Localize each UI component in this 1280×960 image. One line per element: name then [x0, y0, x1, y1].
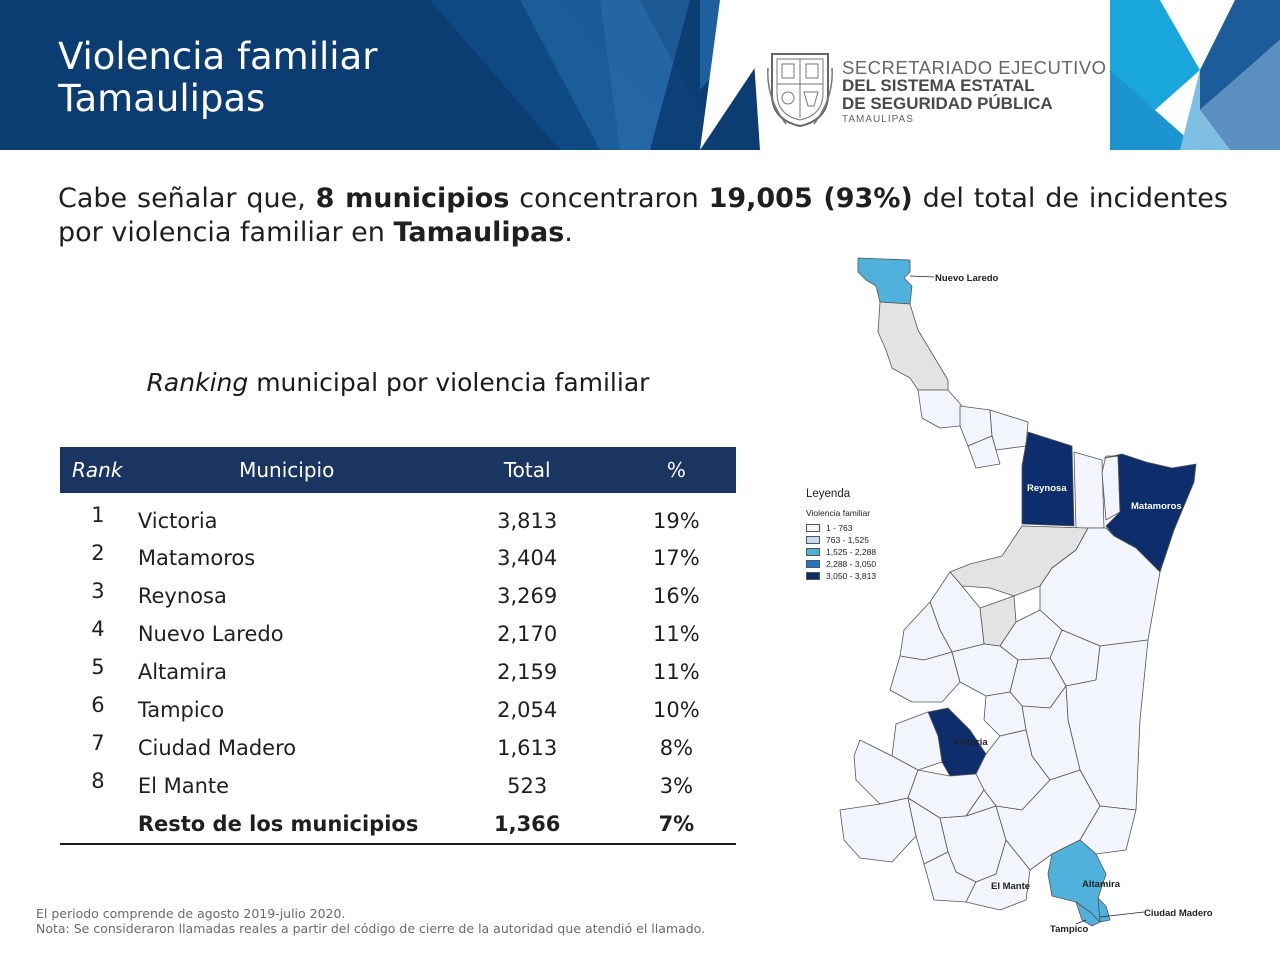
map-label-el-mante: El Mante — [991, 881, 1031, 892]
table-row — [60, 729, 736, 767]
cell-pct: 10% — [653, 698, 700, 722]
cell-total: 523 — [507, 774, 548, 798]
map-label-ciudad-madero: Ciudad Madero — [1144, 908, 1213, 919]
region-mier — [918, 390, 962, 428]
footnotes — [36, 906, 705, 936]
region-ciudad-madero — [1098, 898, 1110, 922]
region-guerrero — [878, 302, 948, 390]
header-total: Total — [438, 447, 597, 493]
header-pct: % — [597, 447, 736, 493]
org-line-3: DE SEGURIDAD PÚBLICA — [842, 94, 1053, 113]
cell-rank: 6 — [91, 693, 105, 717]
table-row — [60, 539, 736, 577]
cell-pct: 11% — [653, 660, 700, 684]
intro-text-1: Cabe señalar que, — [58, 183, 316, 214]
map-label-reynosa: Reynosa — [1027, 483, 1067, 494]
region-villagran — [890, 652, 960, 702]
title-line-2: Tamaulipas — [58, 77, 266, 120]
intro-text-3: del total de incidentes por violencia familiar en — [58, 183, 1228, 248]
cell-total: 2,054 — [497, 698, 558, 722]
intro-text-4: . — [564, 217, 573, 248]
legend-label: 1 - 763 — [826, 523, 853, 533]
map-legend — [806, 488, 876, 582]
cell-total: 2,170 — [497, 622, 558, 646]
header-rank: Rank — [60, 447, 136, 493]
legend-item — [806, 558, 876, 570]
region-rio-bravo — [1074, 452, 1104, 528]
cell-municipio: Ciudad Madero — [137, 736, 297, 760]
cell-municipio: Matamoros — [137, 546, 256, 570]
table-row — [60, 493, 736, 539]
footnote-note: Nota: Se consideraron llamadas reales a partir del código de cierre de la autoridad que atendió el llamado. — [36, 921, 706, 936]
cell-pct: 3% — [659, 774, 694, 798]
cell-pct: 16% — [653, 584, 700, 608]
legend-title: Leyenda — [806, 488, 851, 500]
intro-bold-state: Tamaulipas — [393, 217, 565, 248]
cell-pct: 17% — [653, 546, 700, 570]
cell-municipio: Tampico — [137, 698, 225, 722]
legend-item — [806, 570, 876, 582]
cell-rank: 4 — [91, 617, 105, 641]
cell-municipio: El Mante — [137, 774, 230, 798]
header-banner — [0, 0, 1280, 150]
footnote-period: El periodo comprende de agosto 2019-julio 2020. — [36, 906, 346, 921]
legend-swatch — [806, 560, 820, 568]
table-row — [60, 691, 736, 729]
legend-swatch — [806, 524, 820, 532]
cell-municipio: Altamira — [137, 660, 227, 684]
org-line-4: TAMAULIPAS — [842, 114, 914, 125]
intro-text-2: concentraron — [509, 183, 709, 214]
cell-pct: 7% — [597, 805, 736, 844]
page-title — [58, 36, 377, 120]
org-line-1: SECRETARIADO EJECUTIVO — [842, 57, 1107, 78]
cell-rank: 3 — [91, 579, 105, 603]
cell-municipio: Victoria — [137, 509, 218, 533]
region-valle-hermoso — [1102, 456, 1120, 520]
cell-total: 1,366 — [438, 805, 597, 844]
legend-item — [806, 546, 876, 558]
legend-label: 3,050 - 3,813 — [826, 571, 877, 581]
cell-pct: 8% — [659, 736, 694, 760]
map-label-matamoros: Matamoros — [1131, 501, 1182, 512]
leader-nuevo-laredo — [910, 276, 934, 277]
ranking-table — [60, 447, 736, 845]
map-label-tampico: Tampico — [1050, 924, 1089, 935]
legend-subtitle: Violencia familiar — [806, 508, 871, 518]
table-row — [60, 653, 736, 691]
table-row — [60, 767, 736, 805]
cell-pct: 19% — [653, 509, 700, 533]
cell-total: 3,813 — [497, 509, 558, 533]
cell-municipio: Reynosa — [137, 584, 227, 608]
cell-rank-empty — [60, 805, 136, 844]
cell-rank: 1 — [91, 503, 105, 527]
region-hidalgo — [952, 644, 1018, 696]
legend-swatch — [806, 572, 820, 580]
cell-total: 3,269 — [497, 584, 558, 608]
region-camargo — [990, 410, 1028, 450]
map-label-altamira: Altamira — [1082, 879, 1121, 890]
cell-total: 2,159 — [497, 660, 558, 684]
region-nuevo-laredo — [858, 258, 912, 304]
intro-bold-total: 19,005 (93%) — [708, 183, 913, 214]
intro-bold-municipios: 8 municipios — [315, 183, 510, 214]
map-label-nuevo-laredo: Nuevo Laredo — [935, 273, 999, 284]
org-line-2: DEL SISTEMA ESTATAL — [842, 76, 1035, 95]
table-title — [60, 368, 736, 397]
table-row-rest — [60, 805, 736, 844]
cell-pct: 11% — [653, 622, 700, 646]
header-municipio: Municipio — [136, 447, 438, 493]
legend-swatch — [806, 548, 820, 556]
table-title-italic: Ranking — [146, 368, 249, 397]
title-line-1: Violencia familiar — [58, 35, 378, 78]
intro-paragraph — [58, 182, 1228, 250]
legend-swatch — [806, 536, 820, 544]
state-seal-logo — [766, 48, 834, 128]
region-reynosa — [1022, 432, 1074, 526]
map-label-victoria: Victoria — [953, 737, 988, 748]
legend-label: 2,288 - 3,050 — [826, 559, 877, 569]
cell-total: 3,404 — [497, 546, 558, 570]
table-header-row — [60, 447, 736, 493]
region-tula — [840, 798, 916, 862]
legend-item — [806, 534, 876, 546]
cell-municipio: Nuevo Laredo — [137, 622, 284, 646]
table-row — [60, 615, 736, 653]
cell-total: 1,613 — [497, 736, 558, 760]
cell-rank: 2 — [91, 541, 105, 565]
legend-item — [806, 522, 876, 534]
cell-rank: 5 — [91, 655, 105, 679]
cell-rank: 7 — [91, 731, 105, 755]
cell-municipio: Resto de los municipios — [136, 805, 438, 844]
cell-rank: 8 — [91, 769, 105, 793]
table-row — [60, 577, 736, 615]
legend-label: 1,525 - 2,288 — [826, 547, 877, 557]
organization-name — [842, 58, 1107, 127]
legend-label: 763 - 1,525 — [826, 535, 870, 545]
table-title-rest: municipal por violencia familiar — [248, 368, 650, 397]
tamaulipas-map — [800, 250, 1240, 940]
